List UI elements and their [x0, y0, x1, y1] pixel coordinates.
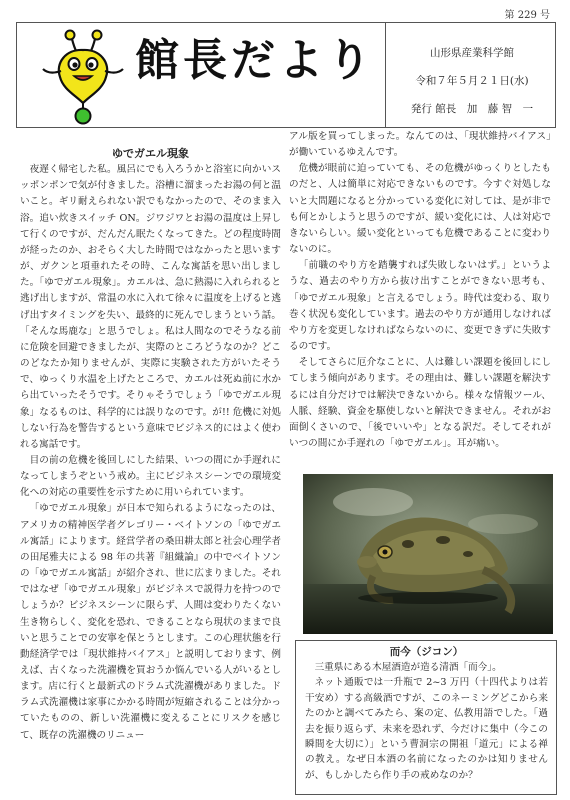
article-paragraph: 危機が眼前に迫っていても、その危機がゆっくりとしたものだと、人は簡単に対応できないものです。今すぐ対処しないと大問題になると分かっている変化に対しては、是が非でも何とかしようと思うのですが、緩い変化には、人は対応できないらしい。緩い変化といっても危機であることに変わりないのに。	[289, 163, 551, 256]
organization-name: 山形県産業科学館	[430, 47, 514, 59]
article-paragraph: そしてさらに厄介なことに、人は難しい課題を後回しにしてしまう傾向があります。その理由は、難しい課題を解決するには自分だけでは解決できないから。様々な情報ツール、人脈、経験、資金を駆使しないと解決できません。それがお面倒くさいので、「後でいいや」となる訳だ。そしてそれがいつの間にか手遅れの「ゆでガエル」。耳が痛い。	[289, 357, 551, 449]
article-paragraph: アル版を買ってしまった。なんてのは、「現状維持バイアス」が働いているゆえんです。	[289, 131, 551, 159]
header-divider	[385, 23, 386, 127]
box-paragraph: 三重県にある木屋酒造が造る清酒「而今」。	[314, 662, 502, 673]
issue-date: 令和７年５月２１日(水)	[415, 75, 529, 87]
sake-info-box	[295, 640, 557, 795]
frog-photo	[303, 474, 553, 634]
article-paragraph: 夜遅く帰宅した私。風呂にでも入ろうかと浴室に向かいスッポンポンで気が付きました。浴槽に溜まったお湯の何と温いこと。ギリ耐えられない訳でもなかったので、そのまま入浴。追い炊きスイッチ ON。ジワジワとお湯の温度は上昇して行くのですが、だんだん眠たくなってきた。どの程度時間が経ったのか、おそらく大した時間ではなかったと思いますが、ガクンと項垂れたその時、こんな寓話を思い出しました。「ゆでガエル現象」。カエルは、急に熱湯に入れられると逃げ出しますが、常温の水に入れて徐々に温度を上げると逃げ出すタイミングを失い、最終的に死んでしまうという話。「そんな馬鹿な」と思うでしょ。私は人間なのでそうなる前に危険を回避できましたが、実際のところどうなのか？どこのどなたか知りませんが、実際に実験された方がいたそうで、ゆっくり水温を上げたところで、カエルは死ぬ前に水から出ていったそうです。そりゃそうでしょう「ゆでガエル現象」なるものは、科学的には誤りなのです。が!! 危機に対処しない行為を警告するという意味でビジネス的にはよく使われる寓話です。	[20, 164, 281, 450]
article-paragraph: 「ゆでガエル現象」が日本で知られるようになったのは、アメリカの精神医学者グレゴリー・ベイトソンの「ゆでガエル寓話」によります。経営学者の桑田耕太郎と社会心理学者の田尾雅夫による 98 年の共著『組織論』の中でベイトソンの「ゆでガエル寓話」が紹介され、世に広まりました。それではなぜ「ゆでガエル現象」がビジネスで説得力を持つのでしょうか？ビジネスシーンに限らず、人間は変わりたくない生き物らしく、変化を恐れ、できることなら現状のままで良いと思うことでの安寧を保とうとします。この心理状態を行動経済学では「現状維持バイアス」と説明しております、例えば、古くなった洗濯機を買おうか悩んでいる人がいるとします。店に行くと最新式のドラム式洗濯機がありました。ドラム式洗濯機は家事にかかる時間が短縮されることは分かっていたものの、新しい洗濯機に変えることにリスクを感じて、既存の洗濯機のリニュー	[20, 503, 281, 741]
article-paragraph: 「前職のやり方を踏襲すれば失敗しないはず。」というような、過去のやり方から抜け出すことができない思考も、「ゆでガエル現象」と言えるでしょう。時代は変わる、取り巻く状況も変化しています。過去のやり方が通用しなければやり方を変更しなければならないのに、変更できずに失敗するのです。	[289, 260, 551, 353]
newsletter-title: 館長だより	[135, 35, 375, 86]
mascot-icon	[41, 27, 125, 125]
article-paragraph: 目の前の危機を後回しにした結果、いつの間にか手遅れになってしまうぞという戒め。主にビジネスシーンでの環境変化への対応の重要性を示すために用いられています。	[20, 454, 281, 499]
issue-number: 第 229 号	[504, 10, 550, 21]
box-paragraph: ネット通販では一升瓶で 2~3 万円（十四代よりは若干安め）する高級酒ですが、このネーミングどこから来たのかと調べてみたら、案の定、仏教用語でした。「過去を振り返らず、未来を恐れず、今だけに集中（今この瞬間を大切に）」という曹洞宗の開祖「道元」による禅の教え。なぜ日本酒の名前になったのかは知りませんが、もしかしたら作り手の戒めなのか？	[305, 677, 548, 781]
box-title: 而今（ジコン）	[389, 646, 464, 658]
article-left-column	[20, 146, 281, 744]
article-title: ゆでガエル現象	[112, 147, 189, 160]
publisher-line: 発行 館長 加 藤 智 一	[410, 103, 534, 115]
article-right-column	[289, 129, 551, 452]
newsletter-header	[16, 22, 556, 128]
